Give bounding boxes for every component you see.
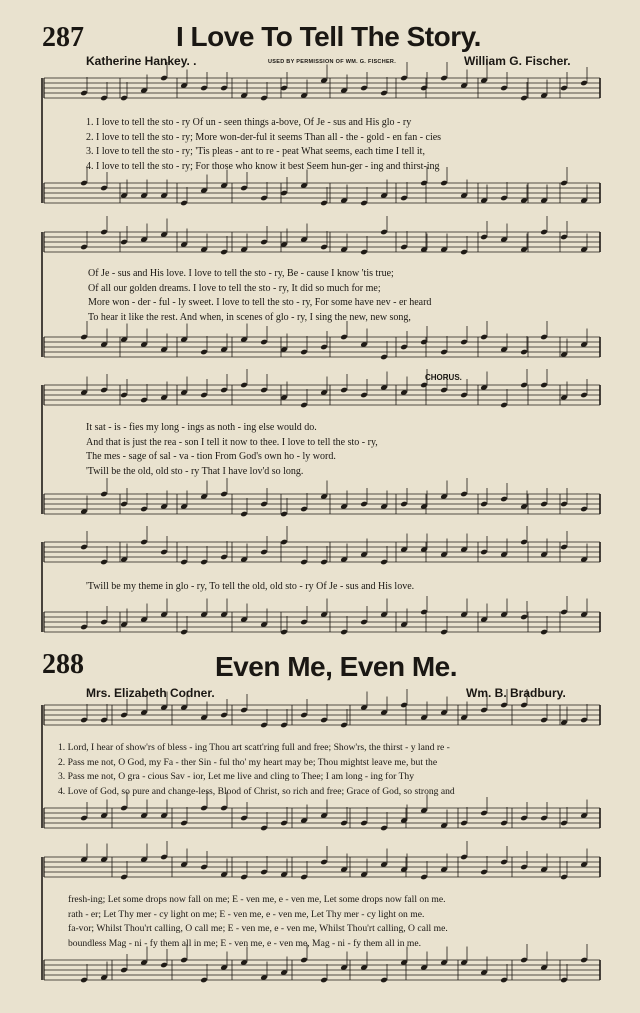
chorus-label: CHORUS.	[425, 373, 462, 382]
hymn-288-system-2-lyrics	[68, 893, 606, 951]
lyric-line: Of all our golden dreams. I love to tell the sto - ry, It did so much for me;	[88, 282, 381, 294]
lyric-line: And that is just the rea - son I tell it now to thee. I love to tell the sto - ry,	[86, 436, 378, 448]
lyric-line: 1. I love to tell the sto - ry Of un - seen things a-bove, Of Je - sus and His glo - ry	[86, 117, 412, 128]
lyric-line: 2. I love to tell the sto - ry; More won-der-ful it seems Than all - the - gold - en fan - cies	[86, 131, 442, 143]
hymn-287-system-3-lyrics	[86, 421, 606, 479]
hymn-number: 287	[42, 22, 84, 53]
hymn-288-system-1-lyrics	[58, 741, 606, 799]
lyric-line: Of Je - sus and His love. I love to tell the sto - ry, Be - cause I know 'tis true;	[88, 268, 394, 279]
lyric-line: More won - der - ful - ly sweet. I love to tell the sto - ry, For some have nev - er heard	[88, 297, 432, 308]
hymn-title: I Love To Tell The Story.	[176, 21, 481, 52]
lyric-line: 1. Lord, I hear of show'rs of bless - ing Thou art scatt'ring full and free; Show'rs, the thirst - y land re -	[58, 742, 450, 753]
lyric-line: It sat - is - fies my long - ings as noth - ing else would do.	[86, 422, 317, 433]
hymn-title: Even Me, Even Me.	[215, 651, 458, 682]
hymn-287-system-4-lyrics	[86, 580, 606, 595]
lyric-line: fa-vor; Whilst Thou'rt calling, O call me; E - ven me, e - ven me, Whilst Thou'rt calling, O call me.	[68, 923, 448, 934]
lyric-line: 4. I love to tell the sto - ry; For those who know it best Seem hun-ger - ing and thirst-ing	[86, 160, 440, 172]
permission-note: USED BY PERMISSION OF WM. G. FISCHER.	[268, 59, 397, 65]
hymn-288-header	[0, 645, 640, 705]
hymn-287-system-1-lyrics	[86, 116, 606, 174]
hymn-author: Katherine Hankey. .	[86, 54, 197, 68]
hymn-number: 288	[42, 649, 84, 680]
lyric-line: 3. Pass me not, O gra - cious Sav - ior, Let me live and cling to Thee; I am long - ing for Thy	[58, 771, 415, 782]
hymn-author: Mrs. Elizabeth Codner.	[86, 686, 215, 700]
lyric-line: 'Twill be my theme in glo - ry, To tell the old, old sto - ry Of Je - sus and His love.	[86, 581, 415, 592]
lyric-line: 3. I love to tell the sto - ry; 'Tis pleas - ant to re - peat What seems, each time I tell it,	[86, 146, 425, 157]
lyric-line: fresh-ing; Let some drops now fall on me; E - ven me, e - ven me, Let some drops now fall on me.	[68, 894, 446, 905]
lyric-line: boundless Mag - ni - fy them all in me; E - ven me, e - ven me, Mag - ni - fy them all in me.	[68, 937, 422, 949]
hymn-287-system-2-lyrics	[88, 267, 608, 325]
lyric-line: To hear it like the rest. And when, in scenes of glo - ry, I sing the new, new song,	[88, 311, 411, 323]
lyric-line: 'Twill be the old, old sto - ry That I have lov'd so long.	[86, 465, 304, 477]
lyric-line: rath - er; Let Thy mer - cy light on me; E - ven me, e - ven me, Let Thy mer - cy light on me.	[68, 908, 425, 920]
hymn-composer: William G. Fischer.	[464, 54, 571, 68]
hymn-composer: Wm. B. Bradbury.	[466, 686, 566, 700]
lyric-line: 2. Pass me not, O God, my Fa - ther Sin - ful tho' my heart may be; Thou mightst leave me, but the	[58, 756, 438, 768]
lyric-line: 4. Love of God, so pure and change-less, Blood of Christ, so rich and free; Grace of God, so strong and	[58, 785, 455, 797]
lyric-line: The mes - sage of sal - va - tion From God's own ho - ly word.	[86, 451, 336, 462]
